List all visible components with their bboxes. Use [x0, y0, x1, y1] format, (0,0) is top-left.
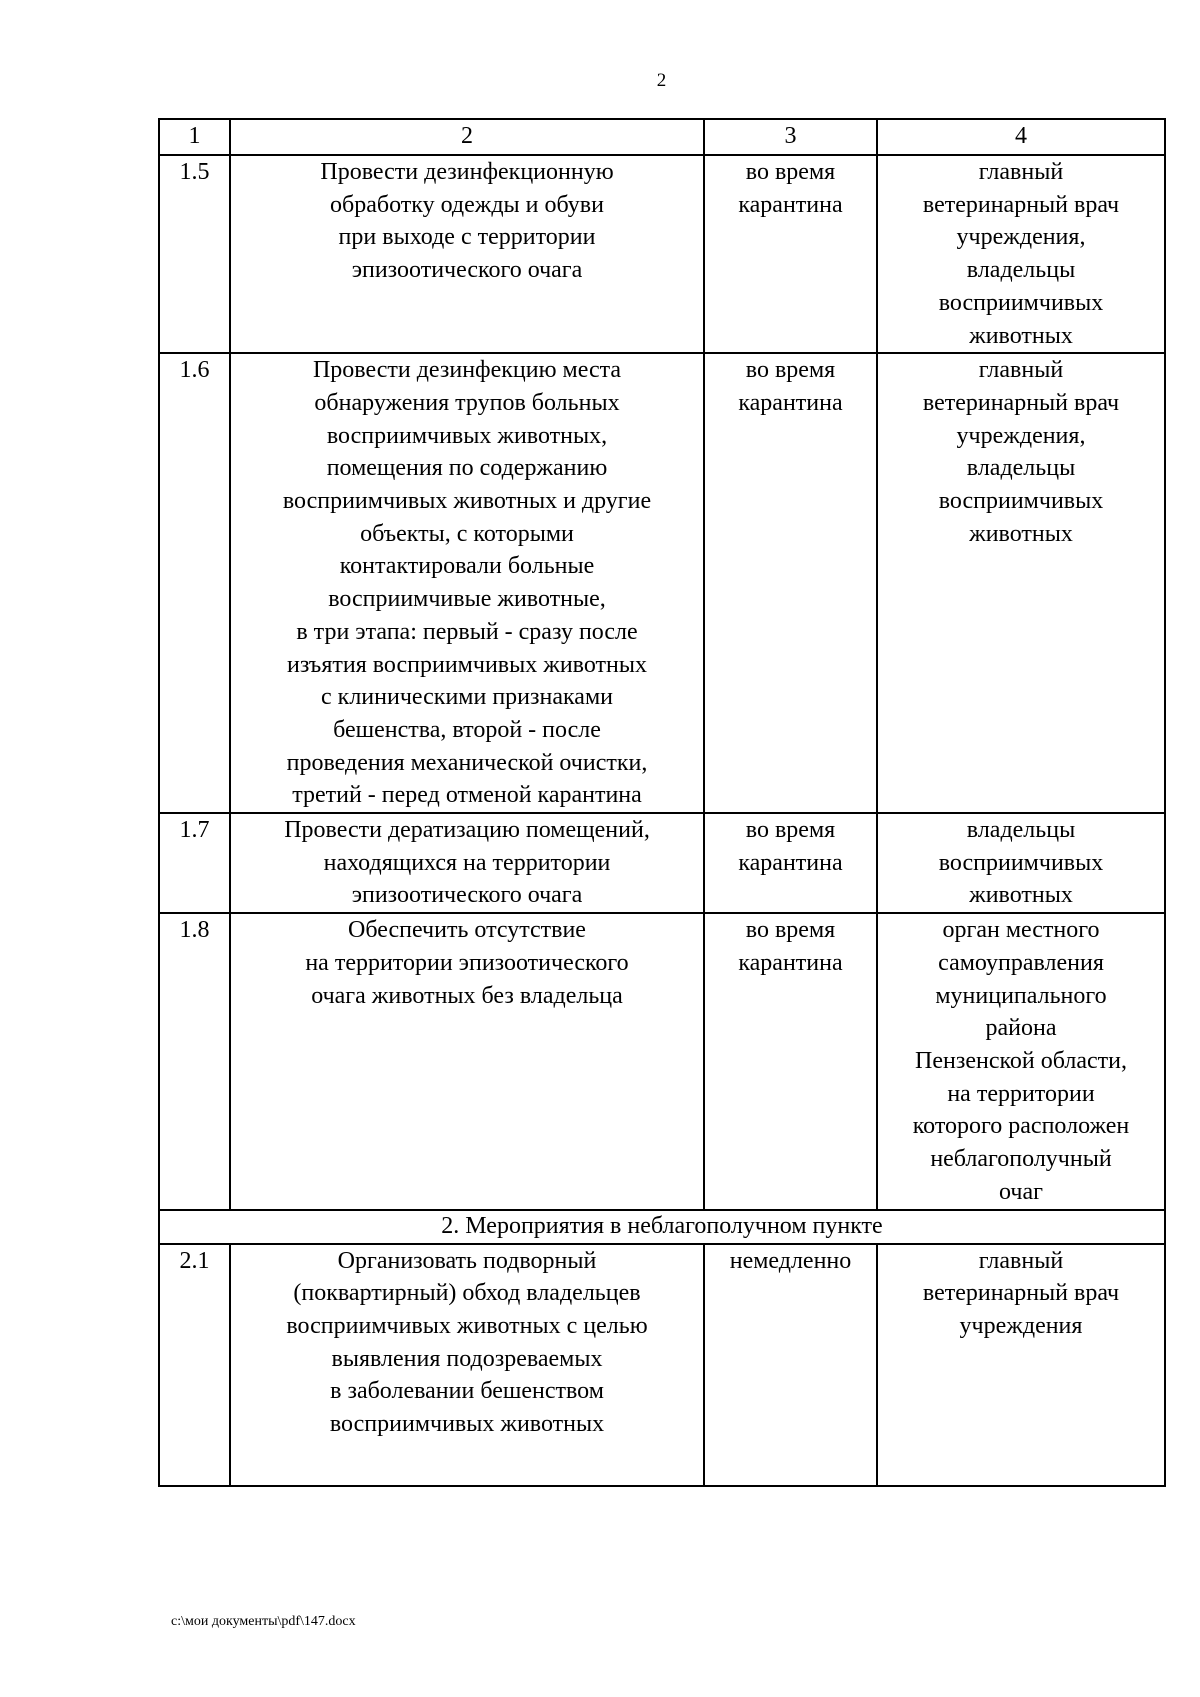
row-deadline: во время карантина — [704, 353, 877, 813]
row-action: Провести дератизацию помещений, находящихся на территории эпизоотического очага — [230, 813, 704, 913]
row-responsible: главный ветеринарный врач учреждения, владельцы восприимчивых животных — [877, 353, 1165, 813]
row-responsible: главный ветеринарный врач учреждения — [877, 1244, 1165, 1486]
row-number: 1.6 — [159, 353, 230, 813]
section-2-title: 2. Мероприятия в неблагополучном пункте — [159, 1210, 1165, 1244]
table-header-row — [159, 119, 1165, 155]
measures-table — [158, 118, 1166, 1487]
table-row — [159, 1244, 1165, 1486]
row-deadline: во время карантина — [704, 155, 877, 353]
table-row — [159, 813, 1165, 913]
row-responsible: главный ветеринарный врач учреждения, владельцы восприимчивых животных — [877, 155, 1165, 353]
table-row — [159, 913, 1165, 1209]
row-responsible: владельцы восприимчивых животных — [877, 813, 1165, 913]
row-number: 1.7 — [159, 813, 230, 913]
header-cell-col2: 2 — [230, 119, 704, 155]
table-row — [159, 353, 1165, 813]
row-action: Организовать подворный (поквартирный) обход владельцев восприимчивых животных с целью выявления подозреваемых в заболевании бешенством восприимчивых животных — [230, 1244, 704, 1486]
row-number: 1.8 — [159, 913, 230, 1209]
header-cell-col4: 4 — [877, 119, 1165, 155]
header-cell-col3: 3 — [704, 119, 877, 155]
header-cell-col1: 1 — [159, 119, 230, 155]
row-responsible: орган местного самоуправления муниципального района Пензенской области, на территории которого расположен неблагополучный очаг — [877, 913, 1165, 1209]
page-number: 2 — [656, 70, 667, 91]
row-number: 1.5 — [159, 155, 230, 353]
row-action: Провести дезинфекционную обработку одежды и обуви при выходе с территории эпизоотического очага — [230, 155, 704, 353]
footer-file-path: c:\мои документы\pdf\147.docx — [171, 1614, 356, 1629]
row-action: Провести дезинфекцию места обнаружения трупов больных восприимчивых животных, помещения по содержанию восприимчивых животных и другие объекты, с которыми контактировали больные восприимчивые животные, в три этапа: первый - сразу после изъятия восприимчивых животных с клиническими признаками бешенства, второй - после проведения механической очистки, третий - перед отменой карантина — [230, 353, 704, 813]
row-number: 2.1 — [159, 1244, 230, 1486]
section-heading-row — [159, 1210, 1165, 1244]
row-action: Обеспечить отсутствие на территории эпизоотического очага животных без владельца — [230, 913, 704, 1209]
table-row — [159, 155, 1165, 353]
row-deadline: во время карантина — [704, 913, 877, 1209]
row-deadline: немедленно — [704, 1244, 877, 1486]
row-deadline: во время карантина — [704, 813, 877, 913]
